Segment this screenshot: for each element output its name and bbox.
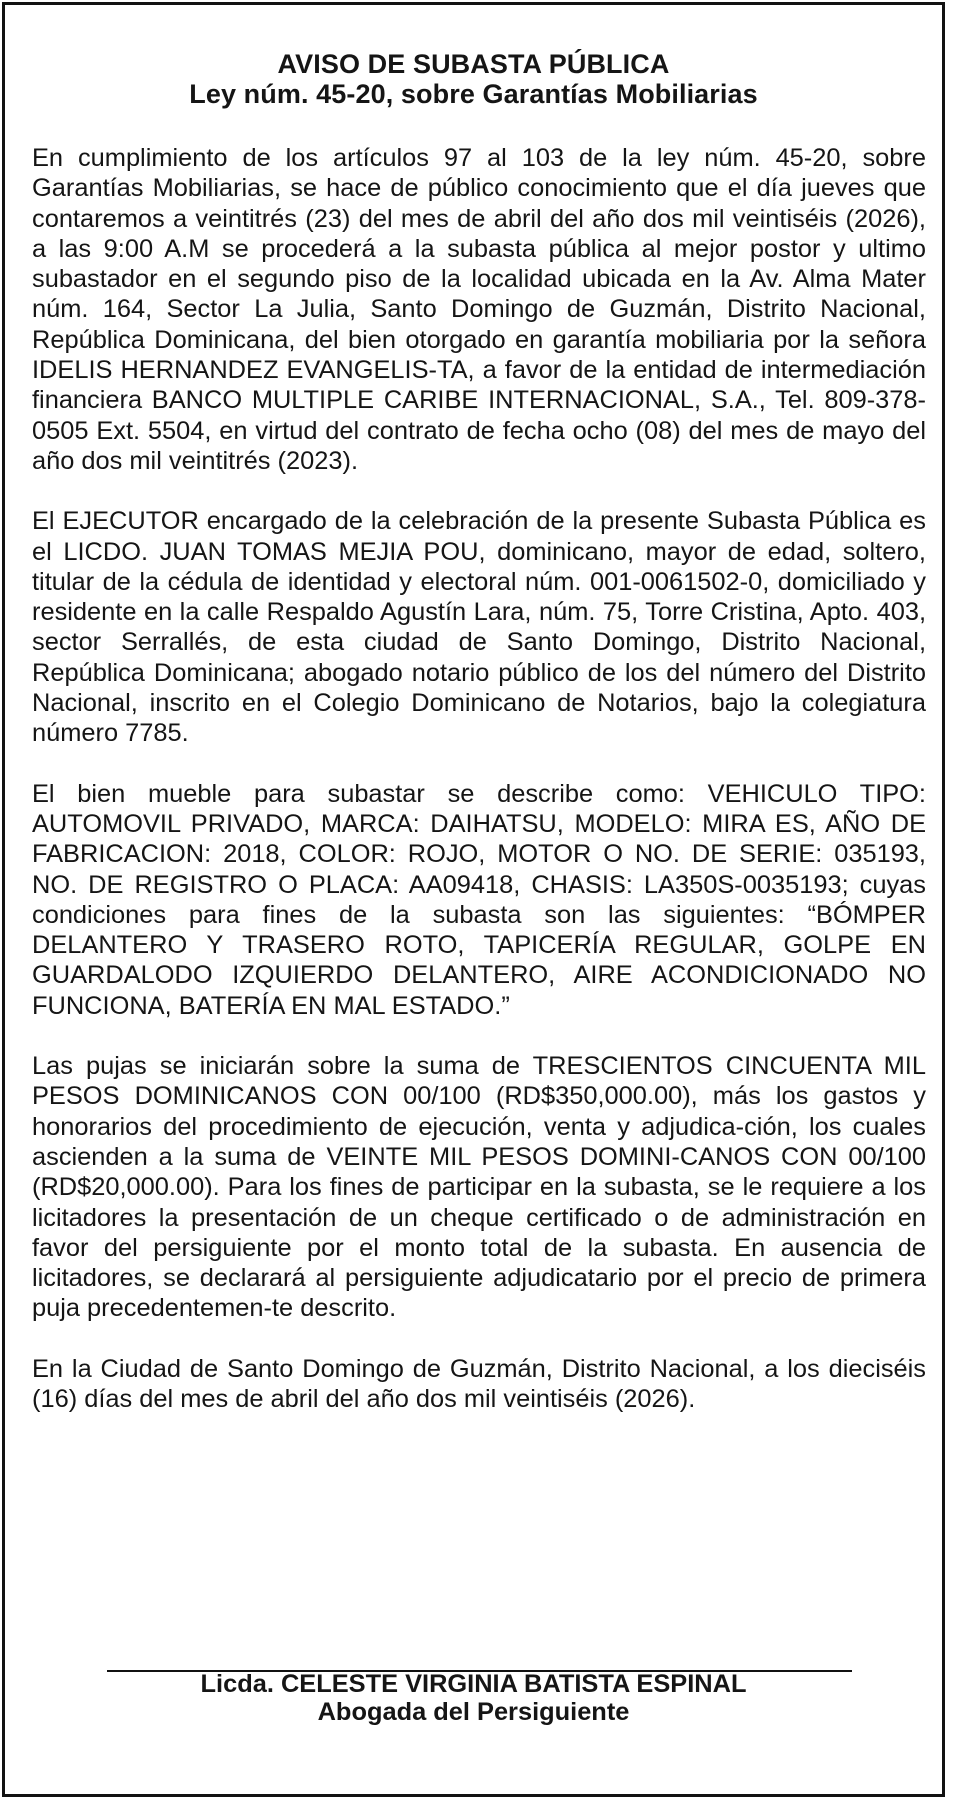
signatory-name: Licda. CELESTE VIRGINIA BATISTA ESPINAL bbox=[200, 1670, 747, 1698]
paragraph-executor: El EJECUTOR encargado de la celebración de la presente Subasta Pública es el LICDO. JUAN TOMAS MEJIA POU, dominicano, mayor de edad, soltero, titular de la cédula de identidad y electoral núm. 001-0061502-0, domiciliado y residente en la calle Respaldo Agustín Lara, núm. 75, Torre Cristina, Apto. 403, sector Serrallés, de esta ciudad de Santo Domingo, Distrito Nacional, República Dominicana; abogado notario público de los del número del Distrito Nacional, inscrito en el Colegio Dominicano de Notarios, bajo la colegiatura número 7785. bbox=[32, 507, 926, 748]
notice-header bbox=[5, 49, 942, 109]
public-auction-notice bbox=[2, 2, 945, 1797]
paragraph-auction-date-location: En cumplimiento de los artículos 97 al 103 de la ley núm. 45-20, sobre Garantías Mobiliarias, se hace de público conocimiento que el día jueves que contaremos a veintitrés (23) del mes de abril del año dos mil veintiséis (2026), a las 9:00 A.M se procederá a la subasta pública al mejor postor y ultimo subastador en el segundo piso de la localidad ubicada en la Av. Alma Mater núm. 164, Sector La Julia, Santo Domingo de Guzmán, Distrito Nacional, República Dominicana, del bien otorgado en garantía mobiliaria por la señora IDELIS HERNANDEZ EVANGELIS-TA, a favor de la entidad de intermediación financiera BANCO MULTIPLE CARIBE INTERNACIONAL, S.A., Tel. 809-378-0505 Ext. 5504, en virtud del contrato de fecha ocho (08) del mes de mayo del año dos mil veintitrés (2023). bbox=[32, 144, 926, 475]
paragraph-bidding-terms: Las pujas se iniciarán sobre la suma de TRESCIENTOS CINCUENTA MIL PESOS DOMINICANOS CON 00/100 (RD$350,000.00), más los gastos y honorarios del procedimiento de ejecución, venta y adjudica-ción, los cuales ascienden a la suma de VEINTE MIL PESOS DOMINI-CANOS CON 00/100 (RD$20,000.00). Para los fines de participar en la subasta, se le requiere a los licitadores la presentación de un cheque certificado o de administración en favor del persiguiente por el monto total de la subasta. En ausencia de licitadores, se declarará al persiguiente adjudicatario por el precio de primera puja precedentemen-te descrito. bbox=[32, 1052, 926, 1323]
notice-title: AVISO DE SUBASTA PÚBLICA bbox=[277, 49, 670, 79]
signatory-role: Abogada del Persiguiente bbox=[317, 1698, 630, 1726]
paragraph-date-place: En la Ciudad de Santo Domingo de Guzmán, Distrito Nacional, a los dieciséis (16) días del mes de abril del año dos mil veintiséis (2026). bbox=[32, 1354, 926, 1413]
paragraph-vehicle-description: El bien mueble para subastar se describe como: VEHICULO TIPO: AUTOMOVIL PRIVADO, MARCA: DAIHATSU, MODELO: MIRA ES, AÑO DE FABRICACION: 2018, COLOR: ROJO, MOTOR O NO. DE SERIE: 035193, NO. DE REGISTRO O PLACA: AA09418, CHASIS: LA350S-0035193; cuyas condiciones para fines de la subasta son las siguientes: “BÓMPER DELANTERO Y TRASERO ROTO, TAPICERÍA REGULAR, GOLPE EN GUARDALODO IZQUIERDO DELANTERO, AIRE ACONDICIONADO NO FUNCIONA, BATERÍA EN MAL ESTADO.” bbox=[32, 779, 926, 1020]
signature-block bbox=[5, 1670, 942, 1726]
notice-body bbox=[32, 143, 926, 1444]
notice-subtitle: Ley núm. 45-20, sobre Garantías Mobiliarias bbox=[189, 79, 758, 109]
